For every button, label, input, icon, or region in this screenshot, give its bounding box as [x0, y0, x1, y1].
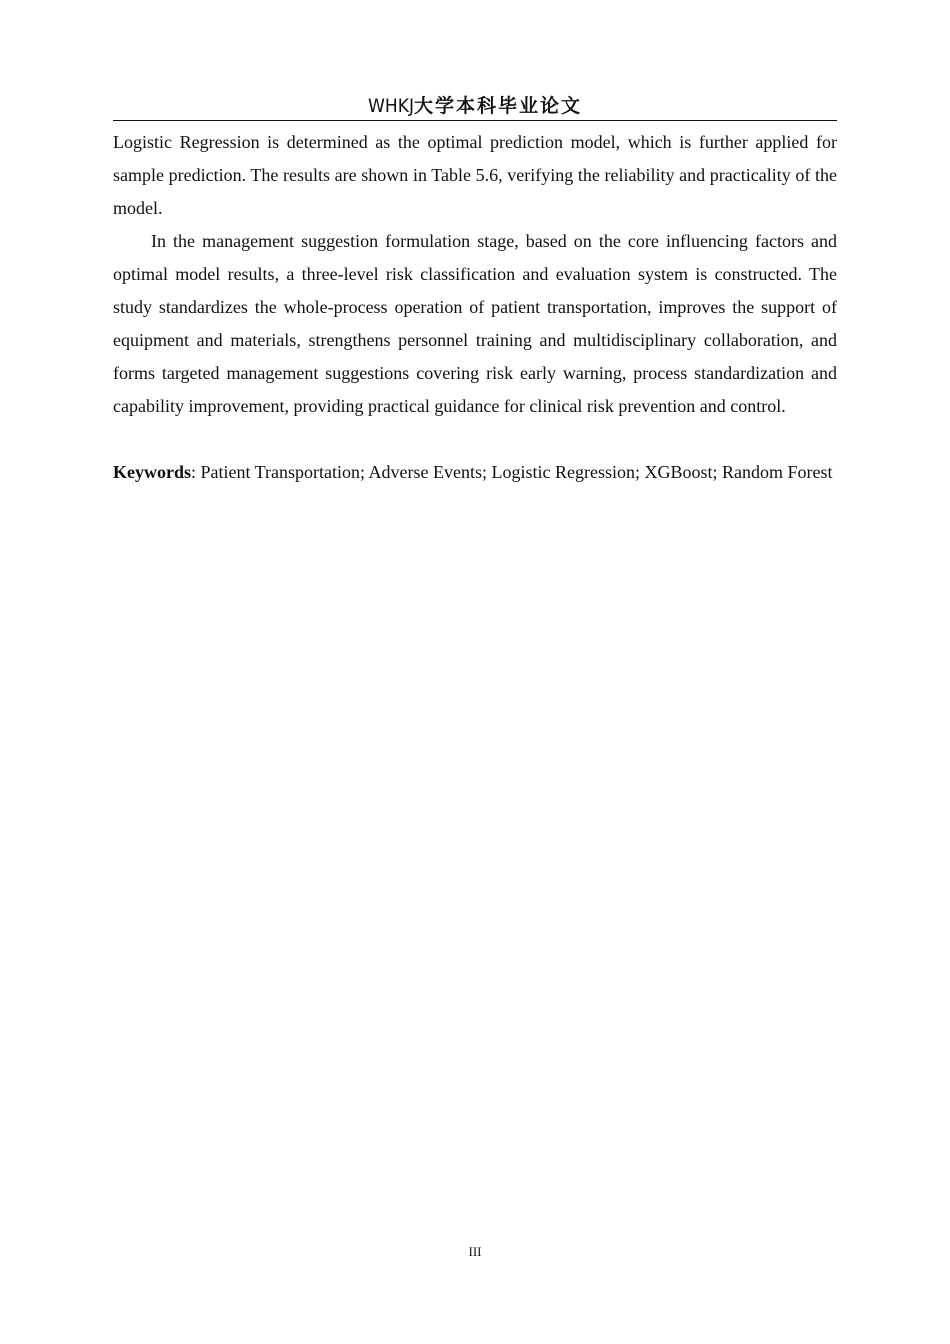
running-header [113, 92, 837, 121]
abstract-body [113, 126, 837, 489]
header-thesis-type: 大学本科毕业论文 [414, 95, 583, 117]
keywords-line [113, 456, 837, 489]
page-number: III [468, 1244, 482, 1259]
header-institution-code: WHKJ [367, 95, 414, 117]
paragraph-continuation: Logistic Regression is determined as the optimal prediction model, which is further applied for sample prediction. The results are shown in Table 5.6, verifying the reliability and practicality of the model. [113, 132, 837, 218]
paragraph-management-suggestions: In the management suggestion formulation stage, based on the core influencing factors and optimal model results, a three-level risk classification and evaluation system is constructed. The study standardizes the whole-process operation of patient transportation, improves the support of equipment and materials, strengthens personnel training and multidisciplinary collaboration, and forms targeted management suggestions covering risk early warning, process standardization and capability improvement, providing practical guidance for clinical risk prevention and control. [113, 231, 837, 416]
keywords-label: Keywords [113, 462, 191, 482]
keywords-list: : Patient Transportation; Adverse Events; Logistic Regression; XGBoost; Random Forest [191, 462, 833, 482]
